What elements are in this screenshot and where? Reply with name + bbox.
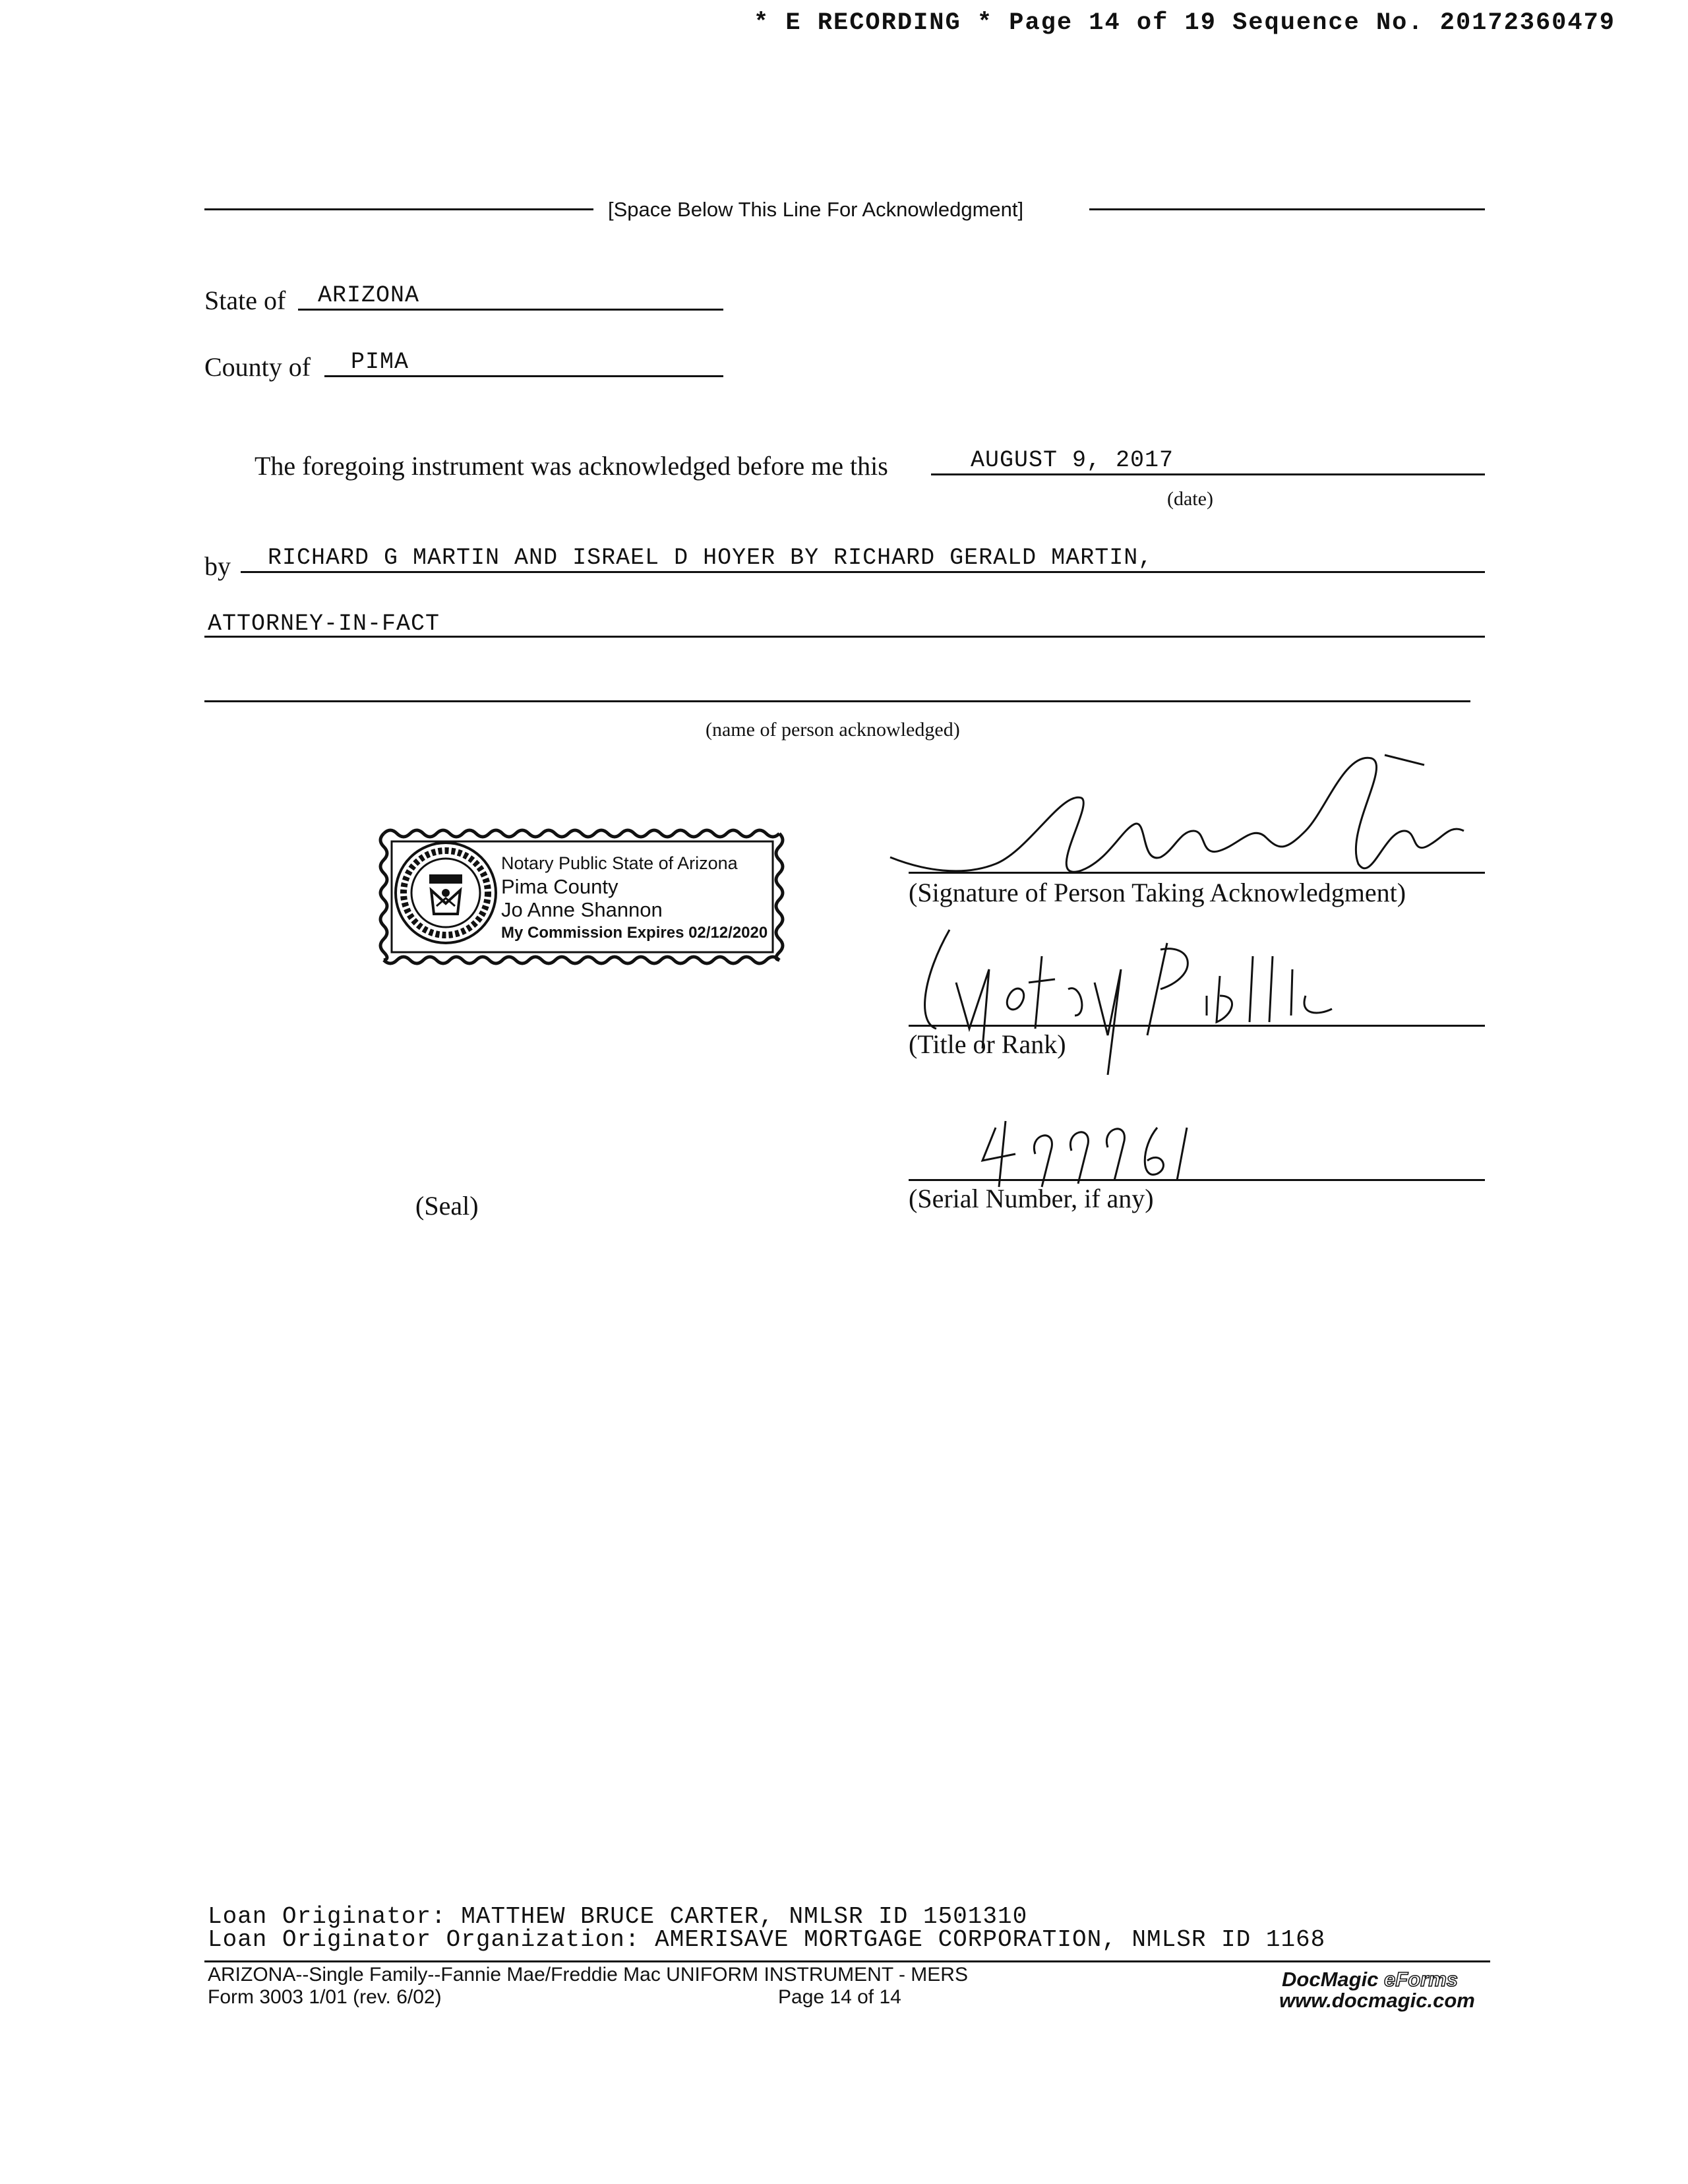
acknowledged-person-line1: RICHARD G MARTIN AND ISRAEL D HOYER BY RICHARD GERALD MARTIN, <box>268 545 1153 571</box>
signature-underline <box>909 872 1485 874</box>
footer-divider <box>204 1960 1490 1962</box>
county-value: PIMA <box>351 349 409 375</box>
stamp-line-name: Jo Anne Shannon <box>501 898 663 921</box>
recording-header: * E RECORDING * Page 14 of 19 Sequence No. 20172360479 <box>754 9 1615 37</box>
handwritten-serial <box>976 1114 1213 1194</box>
ack-divider-right <box>1089 208 1485 210</box>
state-underline <box>298 309 723 311</box>
form-line-2: Form 3003 1/01 (rev. 6/02) <box>208 1986 442 2008</box>
footer-page-number: Page 14 of 14 <box>778 1986 901 2008</box>
ack-divider-left <box>204 208 593 210</box>
date-caption: (date) <box>1167 488 1213 510</box>
form-line-1: ARIZONA--Single Family--Fannie Mae/Freddie Mac UNIFORM INSTRUMENT - MERS <box>208 1964 968 1986</box>
brand-eforms: eForms <box>1384 1968 1459 1991</box>
serial-caption: (Serial Number, if any) <box>909 1184 1154 1213</box>
title-caption: (Title or Rank) <box>909 1029 1066 1059</box>
county-label: County of <box>204 352 311 382</box>
docmagic-url: www.docmagic.com <box>1279 1989 1475 2012</box>
title-underline <box>909 1025 1485 1027</box>
state-label: State of <box>204 286 286 315</box>
stamp-line-county: Pima County <box>501 875 618 898</box>
seal-label: (Seal) <box>415 1191 479 1221</box>
acknowledgment-line-label: [Space Below This Line For Acknowledgment] <box>608 198 1024 221</box>
name-caption: (name of person acknowledged) <box>706 719 960 741</box>
county-underline <box>324 375 723 377</box>
date-underline <box>931 473 1485 475</box>
notary-stamp-text <box>501 852 768 944</box>
by-underline-2 <box>204 636 1485 638</box>
state-value: ARIZONA <box>318 282 420 309</box>
by-label: by <box>204 551 231 581</box>
stamp-line-notary: Notary Public State of Arizona <box>501 853 738 873</box>
by-underline-3 <box>204 700 1470 702</box>
loan-originator: Loan Originator: MATTHEW BRUCE CARTER, NMLSR ID 1501310 <box>208 1903 1028 1930</box>
brand-name: DocMagic <box>1282 1968 1379 1991</box>
state-seal-icon <box>393 840 498 946</box>
acknowledgment-date: AUGUST 9, 2017 <box>971 447 1174 473</box>
acknowledged-person-line2: ATTORNEY-IN-FACT <box>208 611 440 637</box>
stamp-line-commission: My Commission Expires 02/12/2020 <box>501 924 768 942</box>
docmagic-brand <box>1282 1968 1458 1991</box>
signature-caption: (Signature of Person Taking Acknowledgment) <box>909 878 1406 907</box>
serial-underline <box>909 1179 1485 1181</box>
acknowledgment-text: The foregoing instrument was acknowledged before me this <box>255 451 888 481</box>
loan-originator-organization: Loan Originator Organization: AMERISAVE MORTGAGE CORPORATION, NMLSR ID 1168 <box>208 1926 1326 1953</box>
by-underline-1 <box>241 571 1485 573</box>
